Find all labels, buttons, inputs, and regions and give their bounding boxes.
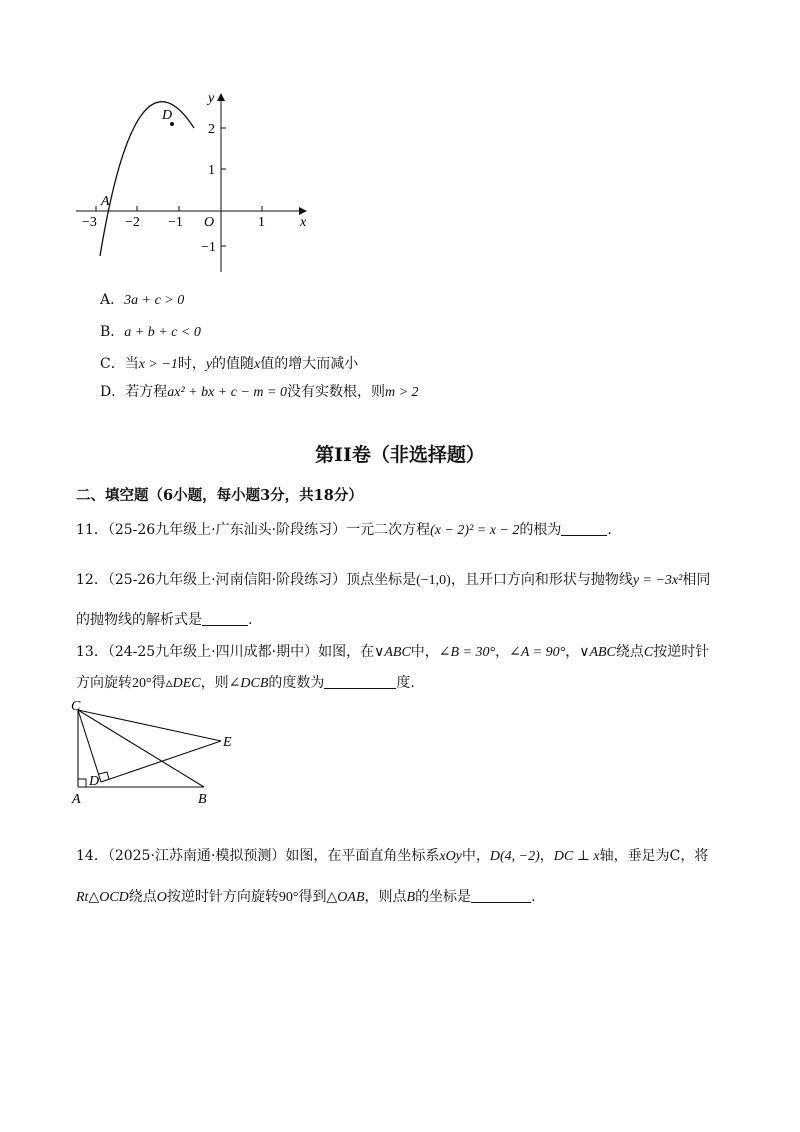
origin-label: O	[204, 215, 215, 230]
x-tick-neg1: −1	[168, 215, 183, 230]
question-14-line2: Rt△OCD绕点O按逆时针方向旋转90°得到△OAB，则点B的坐标是 .	[76, 889, 536, 905]
question-12-line2: 的抛物线的解析式是 .	[76, 612, 253, 628]
y-tick-1: 1	[208, 163, 215, 178]
option-b: B．a + b + c < 0	[100, 324, 201, 340]
x-axis-label: x	[300, 215, 307, 230]
answer-blank[interactable]	[561, 521, 607, 536]
label-c: C	[71, 699, 81, 714]
label-b: B	[198, 792, 207, 807]
question-11: 11．（25-26九年级上·广东汕头·阶段练习）一元二次方程(x − 2)² = x − 2的根为 .	[76, 522, 612, 538]
right-angle-a	[78, 779, 86, 787]
y-axis-label: y	[208, 91, 215, 106]
segment-de	[101, 741, 221, 782]
part-title: 第II卷（非选择题）	[315, 444, 485, 466]
parabola-graph	[70, 88, 320, 280]
section-heading: 二、填空题（6小题，每小题3分，共18分）	[76, 487, 363, 504]
x-tick-neg3: −3	[82, 215, 97, 230]
x-tick-1: 1	[258, 215, 265, 230]
label-e: E	[223, 735, 232, 750]
segment-ce	[78, 710, 221, 741]
triangle-rotation-figure	[66, 698, 246, 808]
x-tick-neg2: −2	[125, 215, 140, 230]
option-a: A．3a + c > 0	[100, 292, 185, 308]
label-d: D	[89, 774, 100, 789]
right-angle-d	[99, 772, 109, 779]
y-tick-neg1: −1	[201, 240, 216, 255]
point-d-label: D	[162, 108, 173, 123]
option-c: C．当x > −1时，y的值随x值的增大而减小	[100, 356, 359, 372]
question-13-line2: 方向旋转20°得▵DEC，则∠DCB的度数为 度.	[76, 675, 415, 691]
parabola-curve	[100, 102, 194, 256]
answer-blank[interactable]	[202, 611, 248, 626]
option-d: D．若方程ax² + bx + c − m = 0没有实数根，则m > 2	[100, 384, 419, 400]
y-tick-2: 2	[208, 122, 215, 137]
segment-cd	[78, 710, 101, 782]
question-14: 14．（2025·江苏南通·模拟预测）如图，在平面直角坐标系xOy中，D(4, −2)，DC ⊥ x轴，垂足为C，将	[76, 848, 709, 864]
answer-blank[interactable]	[324, 674, 396, 689]
question-12: 12．（25-26九年级上·河南信阳·阶段练习）顶点坐标是(−1,0)，且开口方向和形状与抛物线y = −3x²相同	[76, 572, 711, 588]
question-13: 13．（24-25九年级上·四川成都·期中）如图，在∨ABC中，∠B = 30°，∠A = 90°，∨ABC绕点C按逆时针	[76, 644, 710, 660]
point-a-label: A	[101, 194, 110, 209]
answer-blank[interactable]	[471, 888, 531, 903]
label-a: A	[72, 792, 81, 807]
